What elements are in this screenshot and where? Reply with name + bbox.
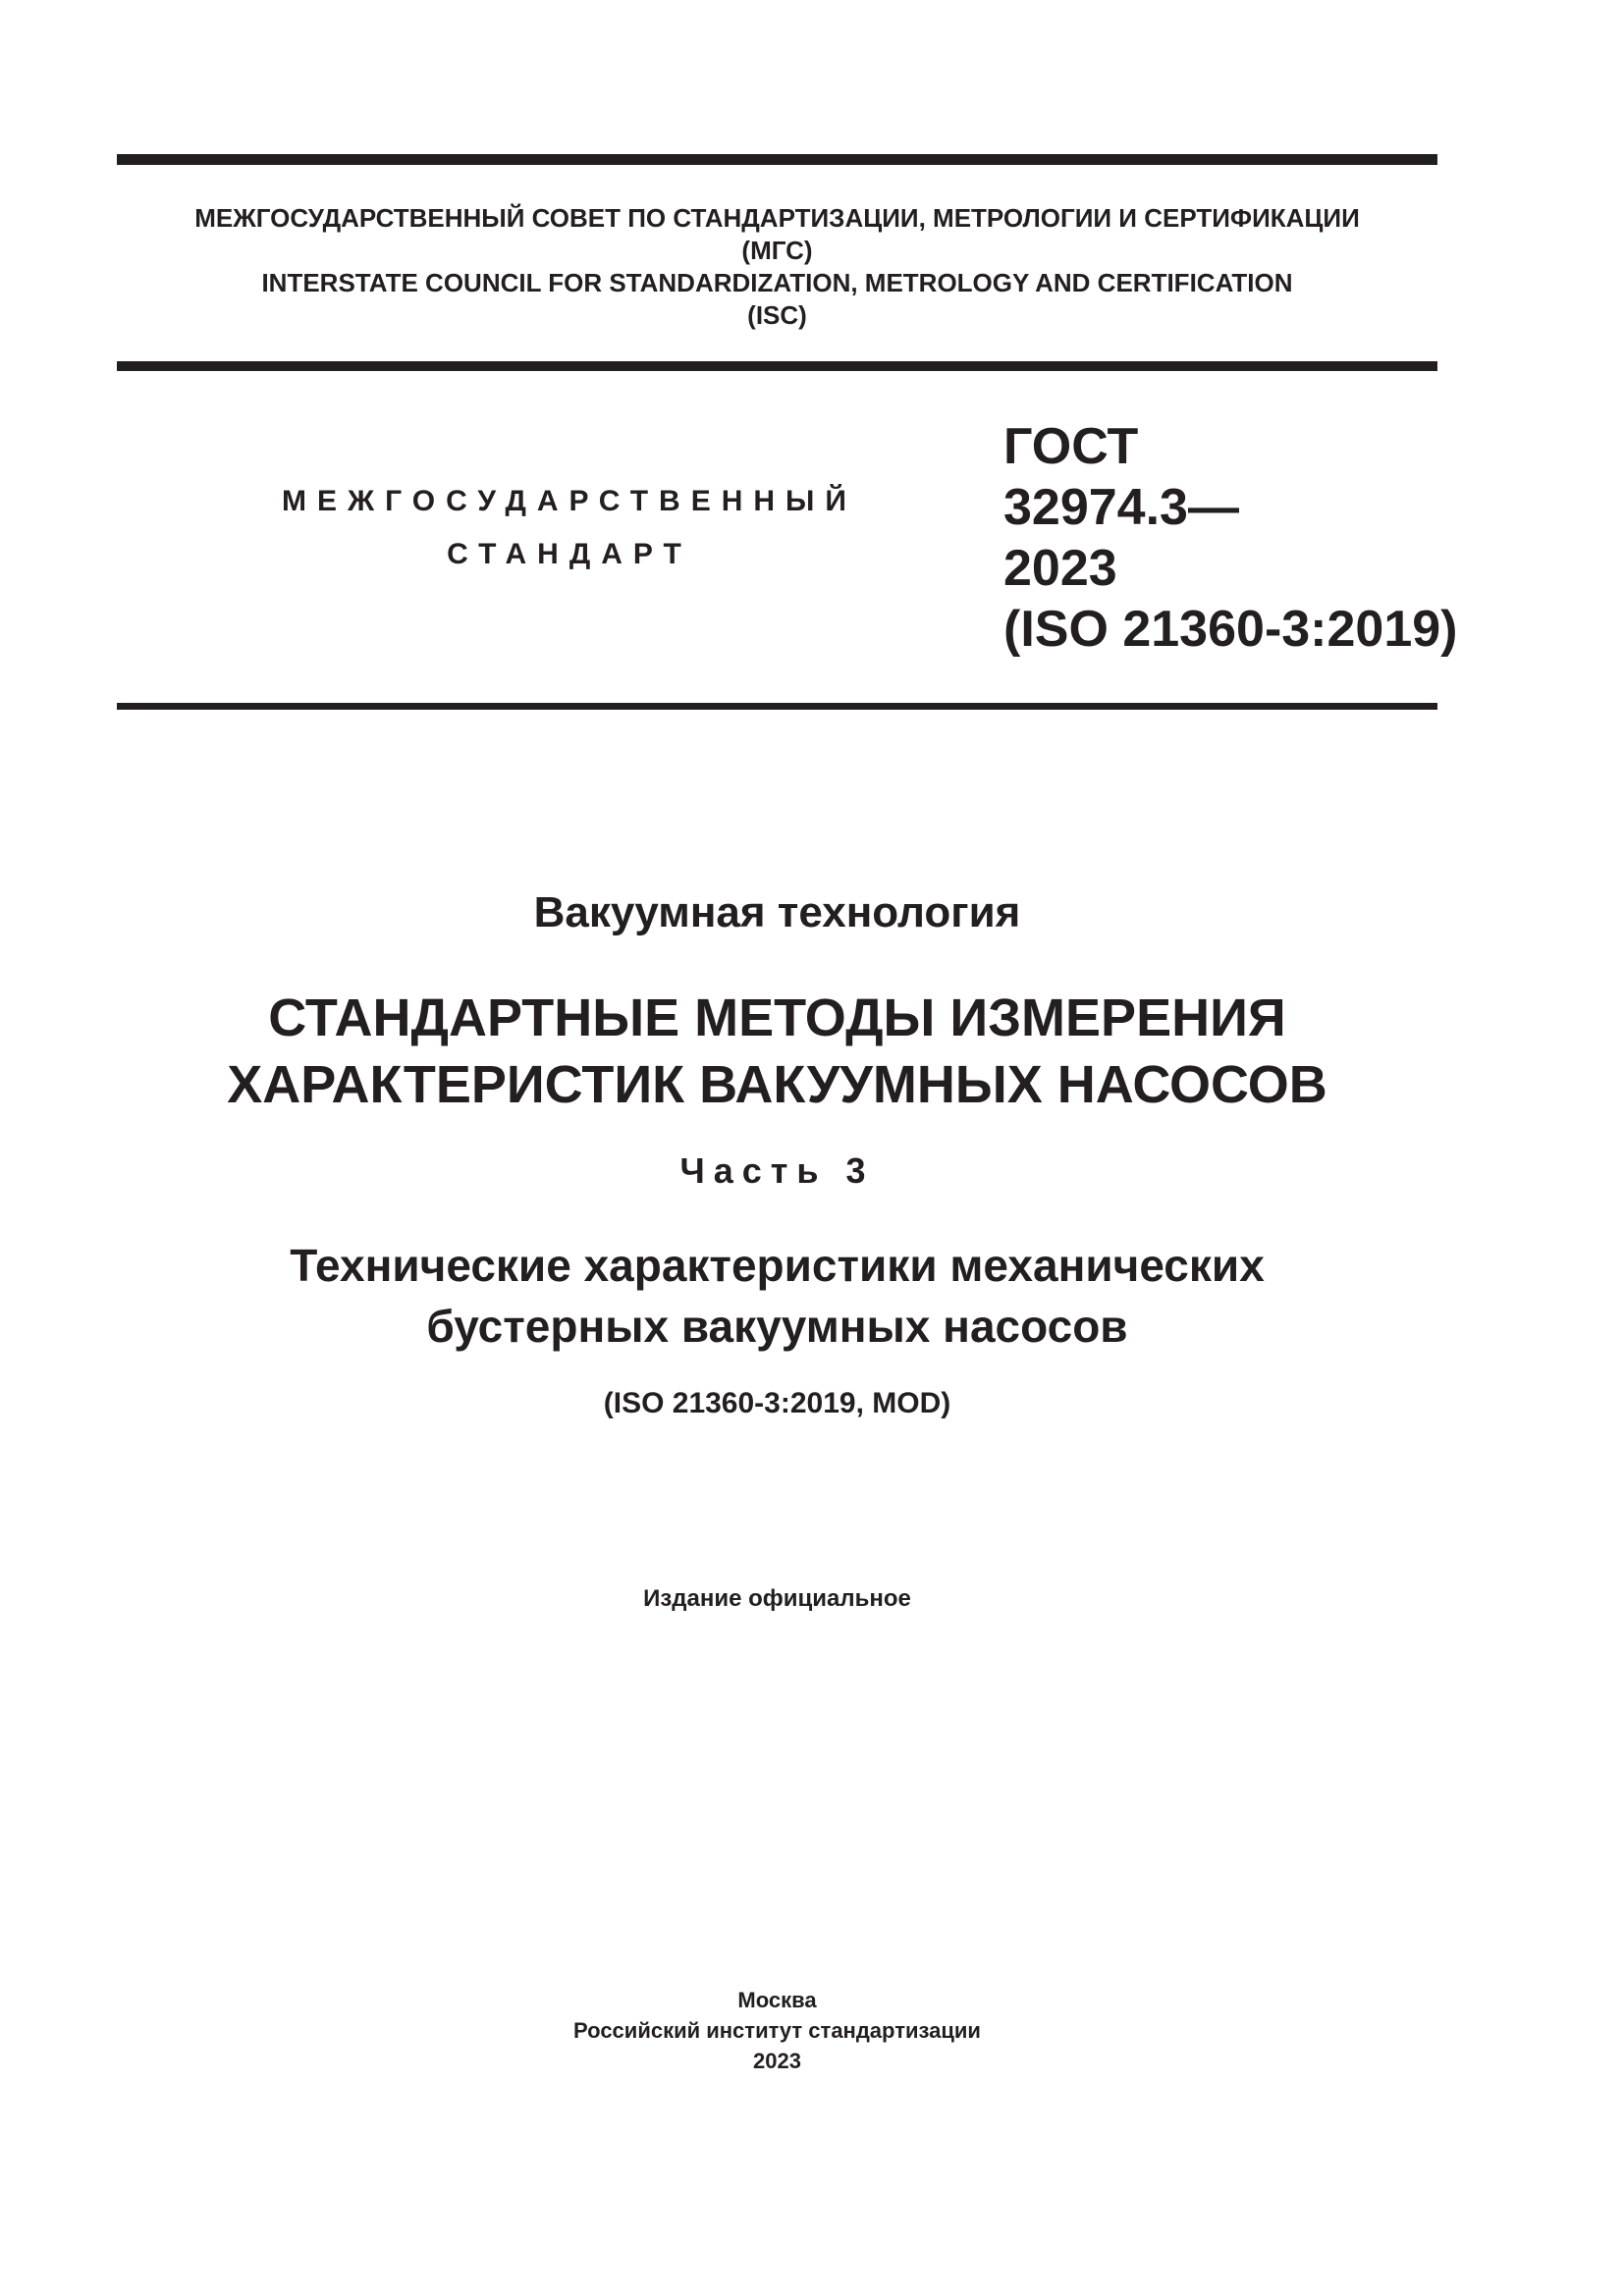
iso-equivalence [117, 1384, 1437, 1423]
standard-type-line2: СТАНДАРТ [447, 538, 692, 570]
edition-note-text: Издание официальное [643, 1585, 911, 1612]
part-subtitle-line2: бустерных вакуумных насосов [426, 1301, 1128, 1352]
main-title [117, 985, 1437, 1118]
part-subtitle [117, 1235, 1437, 1357]
bottom-rule [117, 703, 1437, 710]
series-title-text: Вакуумная технология [533, 888, 1021, 936]
middle-rule [117, 361, 1437, 371]
council-abbr-en: (ISC) [747, 300, 807, 330]
part-label-text: Часть 3 [679, 1150, 875, 1191]
main-title-line1: СТАНДАРТНЫЕ МЕТОДЫ ИЗМЕРЕНИЯ [268, 988, 1286, 1047]
standard-designation [1003, 416, 1458, 660]
designation-number: 32974.3— [1003, 479, 1239, 536]
designation-prefix: ГОСТ [1003, 418, 1139, 475]
designation-year: 2023 [1003, 540, 1117, 597]
publisher-imprint [117, 1985, 1437, 2076]
series-title [117, 883, 1437, 942]
edition-note [117, 1582, 1437, 1616]
imprint-city: Москва [737, 1988, 817, 2012]
council-header [117, 202, 1437, 332]
imprint-year: 2023 [753, 2049, 801, 2073]
iso-equivalence-text: (ISO 21360-3:2019, MOD) [603, 1387, 951, 1419]
standard-type [226, 475, 913, 581]
part-subtitle-line1: Технические характеристики механических [290, 1240, 1265, 1291]
part-label [117, 1148, 1437, 1195]
imprint-publisher: Российский институт стандартизации [573, 2018, 981, 2043]
designation-iso-ref: (ISO 21360-3:2019) [1003, 601, 1458, 658]
council-name-en: INTERSTATE COUNCIL FOR STANDARDIZATION, METROLOGY AND CERTIFICATION [261, 268, 1293, 297]
top-rule [117, 154, 1437, 165]
main-title-line2: ХАРАКТЕРИСТИК ВАКУУМНЫХ НАСОСОВ [227, 1055, 1327, 1114]
standard-type-line1: МЕЖГОСУДАРСТВЕННЫЙ [282, 485, 857, 517]
council-abbr-ru: (МГС) [741, 236, 813, 265]
council-name-ru: МЕЖГОСУДАРСТВЕННЫЙ СОВЕТ ПО СТАНДАРТИЗАЦИИ, МЕТРОЛОГИИ И СЕРТИФИКАЦИИ [194, 203, 1360, 233]
